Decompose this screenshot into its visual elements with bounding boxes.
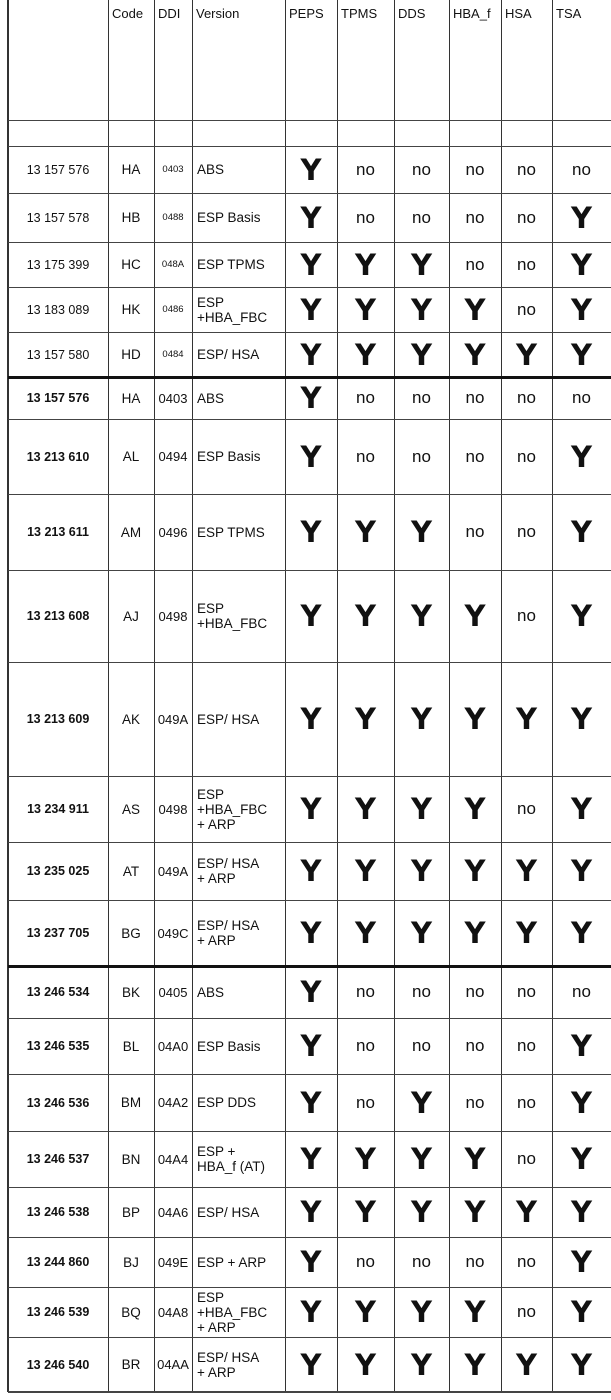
part-number: 13 157 576	[26, 391, 90, 405]
column-header: TPMS	[341, 6, 378, 21]
feature-tpms-value: no	[356, 982, 375, 1001]
column-header: Version	[196, 6, 240, 21]
ddi: 0498	[158, 801, 188, 817]
feature-peps-value: Y	[300, 792, 322, 826]
feature-dds-value: Y	[411, 599, 432, 633]
feature-tsa-value: Y	[571, 1295, 592, 1329]
feature-hsa-value: no	[517, 606, 536, 625]
feature-peps-value: Y	[300, 1195, 322, 1229]
feature-tpms-value: Y	[355, 792, 376, 826]
version: ESP/ HSA	[197, 347, 260, 362]
version: ESP Basis	[197, 449, 261, 464]
feature-hsa-value: no	[517, 982, 536, 1001]
part-number: 13 234 911	[27, 802, 89, 816]
feature-tsa-value: Y	[571, 1142, 592, 1176]
feature-tpms-value: Y	[355, 292, 376, 327]
feature-tpms-value: Y	[355, 247, 376, 282]
column-header: DDI	[158, 6, 181, 21]
version: ABS	[197, 162, 225, 177]
feature-tpms-value: no	[356, 1252, 375, 1271]
feature-dds-value: no	[412, 982, 431, 1001]
ddi: 0403	[162, 164, 184, 175]
feature-peps-value: Y	[300, 381, 322, 415]
part-number: 13 246 540	[26, 1357, 90, 1372]
feature-hbaf-value: Y	[464, 854, 486, 888]
code: BP	[121, 1204, 140, 1220]
feature-tpms-value: Y	[355, 702, 376, 736]
feature-hsa-value: no	[517, 446, 536, 466]
feature-dds-value: no	[412, 1036, 431, 1055]
feature-hsa-value: no	[517, 159, 536, 179]
version: ESP + ARP	[197, 1254, 267, 1270]
feature-dds-value: Y	[411, 854, 432, 888]
feature-hsa-value: Y	[516, 1347, 537, 1382]
feature-hsa-value: no	[517, 1252, 536, 1271]
code: HD	[121, 347, 141, 362]
code: HC	[121, 257, 141, 272]
part-number: 13 157 578	[26, 210, 90, 225]
code: HA	[121, 390, 141, 406]
feature-tpms-value: Y	[355, 916, 376, 950]
part-number: 13 246 539	[26, 1305, 90, 1319]
row-divider	[8, 1392, 611, 1393]
ddi: 0484	[162, 349, 184, 360]
feature-hbaf-value: no	[465, 254, 485, 274]
part-number: 13 213 609	[26, 712, 90, 726]
feature-hsa-value: no	[517, 388, 536, 407]
feature-tsa-value: no	[572, 159, 591, 179]
part-number: 13 244 860	[26, 1255, 90, 1269]
feature-hsa-value: Y	[516, 916, 537, 950]
feature-tsa-value: Y	[571, 599, 592, 633]
feature-hsa-value: no	[517, 1092, 536, 1112]
code: BL	[122, 1038, 140, 1054]
feature-tsa-value: Y	[571, 1085, 592, 1120]
feature-hsa-value: no	[517, 522, 536, 541]
ddi: 04A4	[157, 1151, 189, 1167]
feature-hbaf-value: Y	[464, 337, 486, 372]
feature-hbaf-value: no	[465, 159, 485, 179]
code: BJ	[123, 1254, 139, 1270]
feature-dds-value: no	[412, 388, 431, 407]
feature-tsa-value: Y	[571, 247, 592, 282]
feature-tsa-value: Y	[571, 1029, 592, 1063]
feature-peps-value: Y	[300, 1347, 322, 1382]
feature-hbaf-value: no	[465, 1252, 485, 1271]
ddi: 0498	[158, 608, 188, 624]
feature-tpms-value: no	[356, 388, 375, 407]
feature-hbaf-value: Y	[464, 1295, 486, 1329]
feature-hbaf-value: no	[465, 388, 485, 407]
part-number: 13 246 535	[26, 1039, 90, 1053]
feature-peps-value: Y	[300, 702, 322, 736]
ddi: 0403	[158, 390, 188, 406]
feature-tpms-value: no	[356, 446, 375, 466]
part-number: 13 235 025	[26, 864, 90, 878]
feature-peps-value: Y	[300, 854, 322, 888]
feature-hbaf-value: no	[465, 446, 485, 466]
code: HB	[121, 210, 141, 225]
feature-hbaf-value: Y	[464, 702, 486, 736]
feature-dds-value: Y	[411, 1142, 432, 1176]
part-number: 13 213 608	[26, 609, 90, 623]
feature-peps-value: Y	[300, 292, 322, 327]
version: ESP TPMS	[197, 524, 265, 540]
ddi: 049A	[157, 863, 189, 879]
feature-dds-value: no	[412, 159, 431, 179]
code: AM	[120, 524, 142, 540]
feature-peps-value: Y	[300, 152, 322, 187]
ddi: 04A6	[157, 1204, 189, 1220]
feature-hsa-value: no	[517, 254, 536, 274]
code: HA	[121, 162, 141, 177]
feature-peps-value: Y	[300, 599, 322, 633]
part-number: 13 246 537	[26, 1152, 90, 1166]
feature-hsa-value: Y	[516, 702, 537, 736]
feature-peps-value: Y	[300, 1245, 322, 1279]
version: ESP TPMS	[197, 257, 265, 272]
feature-peps-value: Y	[300, 439, 322, 474]
feature-peps-value: Y	[300, 515, 322, 549]
feature-hbaf-value: no	[465, 982, 485, 1001]
feature-tpms-value: no	[356, 1092, 375, 1112]
feature-peps-value: Y	[300, 1295, 322, 1329]
feature-tpms-value: no	[356, 159, 375, 179]
feature-hbaf-value: no	[465, 1036, 485, 1055]
ddi: 049A	[157, 711, 189, 727]
feature-dds-value: no	[412, 446, 431, 466]
version: ESP/ HSA	[197, 711, 260, 727]
feature-dds-value: no	[412, 207, 431, 227]
code: AK	[121, 711, 140, 727]
code: BR	[121, 1357, 141, 1372]
feature-hsa-value: no	[517, 1149, 536, 1168]
feature-tsa-value: Y	[571, 1245, 592, 1279]
feature-tsa-value: no	[572, 982, 591, 1001]
code: AS	[121, 801, 140, 817]
part-number: 13 157 576	[26, 162, 90, 177]
version: ESP/ HSA + ARP	[197, 856, 260, 886]
feature-dds-value: Y	[411, 1295, 432, 1329]
part-number: 13 213 610	[26, 449, 90, 464]
part-number: 13 175 399	[26, 257, 90, 272]
feature-hsa-value: Y	[516, 1195, 537, 1229]
ddi: 0494	[158, 449, 188, 464]
feature-peps-value: Y	[300, 337, 322, 372]
feature-tsa-value: Y	[571, 1195, 592, 1229]
feature-tpms-value: Y	[355, 515, 376, 549]
feature-hbaf-value: no	[465, 522, 485, 541]
feature-peps-value: Y	[300, 1029, 322, 1063]
feature-tpms-value: Y	[355, 599, 376, 633]
code: AJ	[123, 608, 139, 624]
feature-dds-value: Y	[411, 247, 432, 282]
column-header: Code	[112, 6, 144, 21]
code: BQ	[121, 1304, 141, 1320]
part-number: 13 183 089	[26, 302, 90, 317]
version: ESP/ HSA + ARP	[197, 918, 260, 948]
feature-hbaf-value: Y	[464, 599, 486, 633]
version: ESP/ HSA + ARP	[197, 1349, 260, 1380]
part-number: 13 157 580	[26, 347, 90, 362]
feature-hsa-value: Y	[516, 337, 537, 372]
feature-hsa-value: Y	[516, 854, 537, 888]
ddi: 048A	[161, 259, 185, 270]
feature-tpms-value: no	[356, 1036, 375, 1055]
version: ESP Basis	[197, 210, 261, 225]
code: BK	[121, 984, 140, 1000]
code: HK	[121, 302, 141, 317]
feature-dds-value: Y	[411, 702, 432, 736]
part-number: 13 246 534	[26, 985, 90, 999]
feature-hsa-value: no	[517, 1036, 536, 1055]
version: ESP +HBA_FBC + ARP	[197, 1289, 268, 1335]
feature-tsa-value: Y	[571, 916, 592, 950]
feature-peps-value: Y	[300, 1142, 322, 1176]
feature-hbaf-value: Y	[464, 292, 486, 327]
feature-hsa-value: no	[517, 299, 536, 319]
feature-peps-value: Y	[300, 200, 322, 235]
feature-hbaf-value: no	[465, 207, 485, 227]
feature-dds-value: Y	[411, 1085, 432, 1120]
version: ESP +HBA_FBC	[197, 294, 268, 325]
feature-dds-value: Y	[411, 916, 432, 950]
ddi: 04A8	[157, 1304, 189, 1320]
version: ESP DDS	[197, 1095, 257, 1110]
part-number: 13 213 611	[27, 525, 89, 539]
column-header: HSA	[505, 6, 532, 21]
feature-dds-value: Y	[411, 292, 432, 327]
version: ESP +HBA_FBC	[197, 601, 268, 631]
code: BM	[120, 1095, 142, 1110]
part-number: 13 246 536	[26, 1095, 90, 1110]
feature-dds-value: no	[412, 1252, 431, 1271]
column-header: PEPS	[289, 6, 324, 21]
feature-tsa-value: Y	[571, 515, 592, 549]
compatibility-table	[8, 0, 611, 1392]
column-header: HBA_f	[453, 6, 491, 21]
feature-hbaf-value: Y	[464, 1142, 486, 1176]
feature-tsa-value: Y	[571, 702, 592, 736]
feature-tsa-value: Y	[571, 292, 592, 327]
column-header: TSA	[556, 6, 582, 21]
feature-tpms-value: Y	[355, 1195, 376, 1229]
ddi: 0486	[162, 304, 184, 315]
part-number: 13 237 705	[26, 926, 90, 940]
code: AT	[122, 863, 140, 879]
ddi: 0496	[158, 524, 188, 540]
ddi: 0488	[162, 212, 184, 223]
feature-hbaf-value: no	[465, 1092, 485, 1112]
feature-tsa-value: Y	[571, 854, 592, 888]
feature-tpms-value: no	[356, 207, 375, 227]
code: BG	[121, 925, 141, 941]
version: ESP + HBA_f (AT)	[197, 1144, 266, 1174]
feature-tsa-value: no	[572, 388, 591, 407]
feature-hsa-value: no	[517, 207, 536, 227]
version: ESP Basis	[197, 1038, 261, 1054]
feature-tsa-value: Y	[571, 439, 592, 474]
feature-tsa-value: Y	[571, 1347, 592, 1382]
feature-tpms-value: Y	[355, 337, 376, 372]
ddi: 04AA	[157, 1357, 189, 1372]
code: BN	[121, 1151, 141, 1167]
code: AL	[122, 449, 140, 464]
feature-tpms-value: Y	[355, 854, 376, 888]
feature-hsa-value: no	[517, 799, 536, 818]
feature-tpms-value: Y	[355, 1142, 376, 1176]
version: ABS	[197, 390, 225, 406]
feature-dds-value: Y	[411, 515, 432, 549]
ddi: 0405	[158, 984, 188, 1000]
feature-dds-value: Y	[411, 337, 432, 372]
feature-peps-value: Y	[300, 1085, 322, 1120]
feature-hbaf-value: Y	[464, 1195, 486, 1229]
part-number: 13 246 538	[26, 1205, 90, 1219]
row-divider	[8, 120, 611, 121]
version: ABS	[197, 984, 225, 1000]
version: ESP +HBA_FBC + ARP	[197, 786, 268, 832]
column-header: DDS	[398, 6, 426, 21]
feature-tpms-value: Y	[355, 1347, 376, 1382]
feature-dds-value: Y	[411, 1347, 432, 1382]
feature-hsa-value: no	[517, 1302, 536, 1321]
feature-hbaf-value: Y	[464, 916, 486, 950]
feature-tsa-value: Y	[571, 200, 592, 235]
feature-peps-value: Y	[300, 975, 322, 1009]
ddi: 04A2	[157, 1095, 189, 1110]
feature-peps-value: Y	[300, 247, 322, 282]
ddi: 049C	[157, 925, 189, 941]
feature-dds-value: Y	[411, 1195, 432, 1229]
feature-hbaf-value: Y	[464, 792, 486, 826]
feature-tsa-value: Y	[571, 792, 592, 826]
feature-dds-value: Y	[411, 792, 432, 826]
feature-tpms-value: Y	[355, 1295, 376, 1329]
feature-hbaf-value: Y	[464, 1347, 486, 1382]
feature-peps-value: Y	[300, 916, 322, 950]
feature-tsa-value: Y	[571, 337, 592, 372]
ddi: 04A0	[157, 1038, 189, 1054]
ddi: 049E	[157, 1254, 189, 1270]
version: ESP/ HSA	[197, 1204, 260, 1220]
